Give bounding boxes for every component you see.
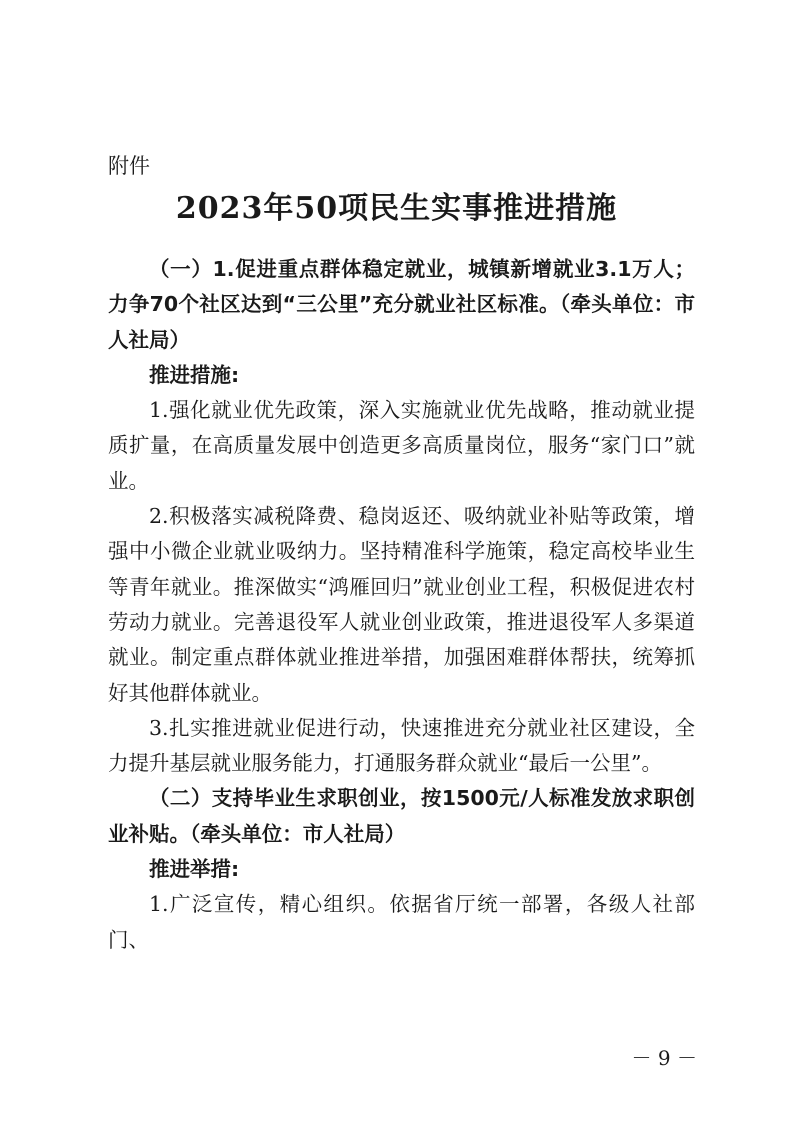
section-1-item-3: 3.扎实推进就业促进行动，快速推进充分就业社区建设，全力提升基层就业服务能力，打通服务群众就业“最后一公里”。 — [108, 715, 695, 776]
section-2-heading: （二）支持毕业生求职创业，按1500元/人标准发放求职创业补贴。（牵头单位：市人社局） — [108, 786, 695, 846]
section-2-sub-label: 推进举措: — [149, 857, 240, 882]
document-title: 2023年50项民生实事推进措施 — [175, 191, 618, 226]
section-1-heading: （一）1.促进重点群体稳定就业，城镇新增就业3.1万人；力争70个社区达到“三公里”充分就业社区标准。（牵头单位：市人社局） — [108, 257, 695, 352]
section-2-item-1: 1.广泛宣传，精心组织。依据省厅统一部署，各级人社部门、 — [108, 892, 695, 952]
section-1-item-1: 1.强化就业优先政策，深入实施就业优先战略，推动就业提质扩量，在高质量发展中创造更多高质量岗位，服务“家门口”就业。 — [108, 398, 695, 493]
section-1-item-2: 2.积极落实减税降费、稳岗返还、吸纳就业补贴等政策，增强中小微企业就业吸纳力。坚持精准科学施策，稳定高校毕业生等青年就业。推深做实“鸿雁回归”就业创业工程，积极促进农村劳动力就业。完善退役军人就业创业政策，推进退役军人多渠道就业。制定重点群体就业推进举措，加强困难群体帮扶，统筹抓好其他群体就业。 — [108, 504, 695, 705]
attachment-label: 附件 — [108, 154, 150, 178]
page-number: － 9 － — [631, 1046, 697, 1070]
section-1-sub-label: 推进措施: — [149, 362, 240, 387]
document-body — [108, 252, 695, 958]
